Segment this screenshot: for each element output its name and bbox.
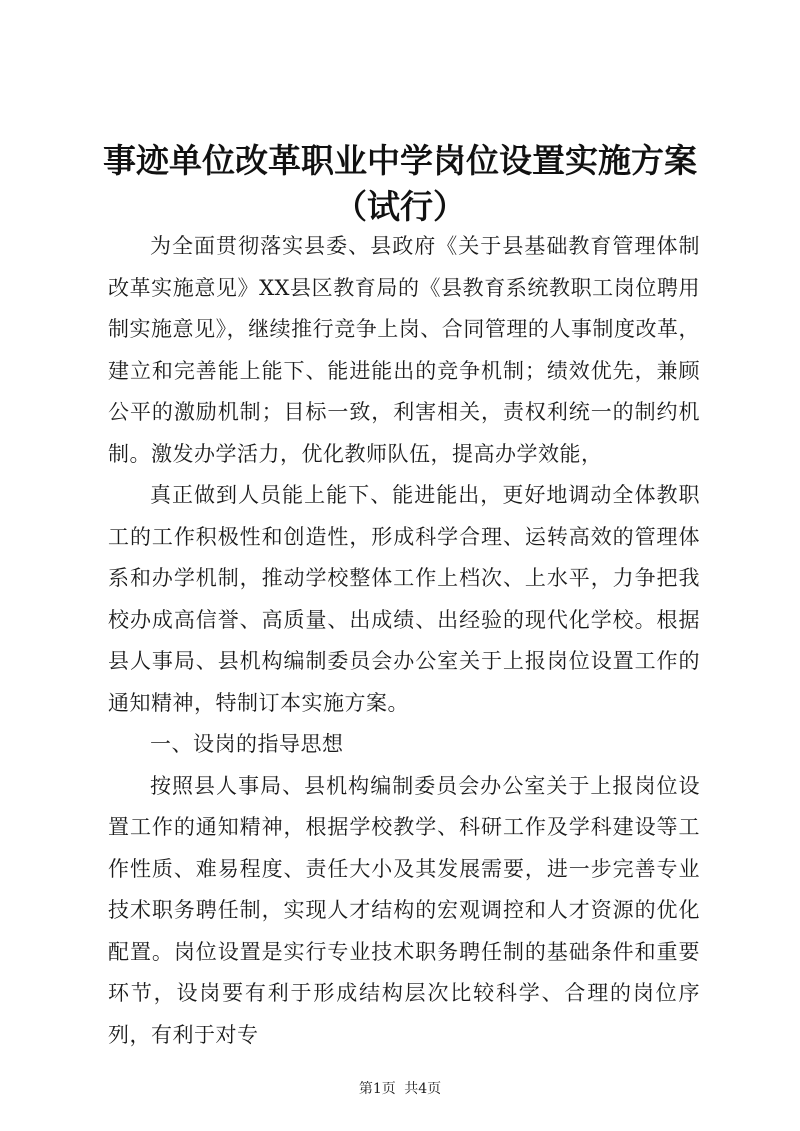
document-body xyxy=(108,226,700,1056)
section-heading-guiding-ideology: 一、设岗的指导思想 xyxy=(150,732,344,756)
paragraph-goal: 真正做到人员能上能下、能进能出，更好地调动全体教职工的工作积极性和创造性，形成科学合理、运转高效的管理体系和办学机制，推动学校整体工作上档次、上水平，力争把我校办成高信誉、高质量、出成绩、出经验的现代化学校。根据县人事局、县机构编制委员会办公室关于上报岗位设置工作的通知精神，特制订本实施方案。 xyxy=(108,483,700,715)
paragraph-intro: 为全面贯彻落实县委、县政府《关于县基础教育管理体制改革实施意见》XX县区教育局的《县教育系统教职工岗位聘用制实施意见》，继续推行竞争上岗、合同管理的人事制度改革，建立和完善能上能下、能进能出的竞争机制；绩效优先，兼顾公平的激励机制；目标一致，利害相关，责权利统一的制约机制。激发办学活力，优化教师队伍，提高办学效能， xyxy=(108,234,700,466)
page-number: 第1页 xyxy=(358,1081,396,1097)
paragraph-guiding-ideology: 按照县人事局、县机构编制委员会办公室关于上报岗位设置工作的通知精神，根据学校教学、科研工作及学科建设等工作性质、难易程度、责任大小及其发展需要，进一步完善专业技术职务聘任制，实现人才结构的宏观调控和人才资源的优化配置。岗位设置是实行专业技术职务聘任制的基础条件和重要环节，设岗要有利于形成结构层次比较科学、合理的岗位序列，有利于对专 xyxy=(108,773,700,1047)
page-total: 共4页 xyxy=(404,1081,442,1097)
page-footer xyxy=(0,1079,800,1099)
document-title: 事迹单位改革职业中学岗位设置实施方案（试行） xyxy=(103,141,697,226)
